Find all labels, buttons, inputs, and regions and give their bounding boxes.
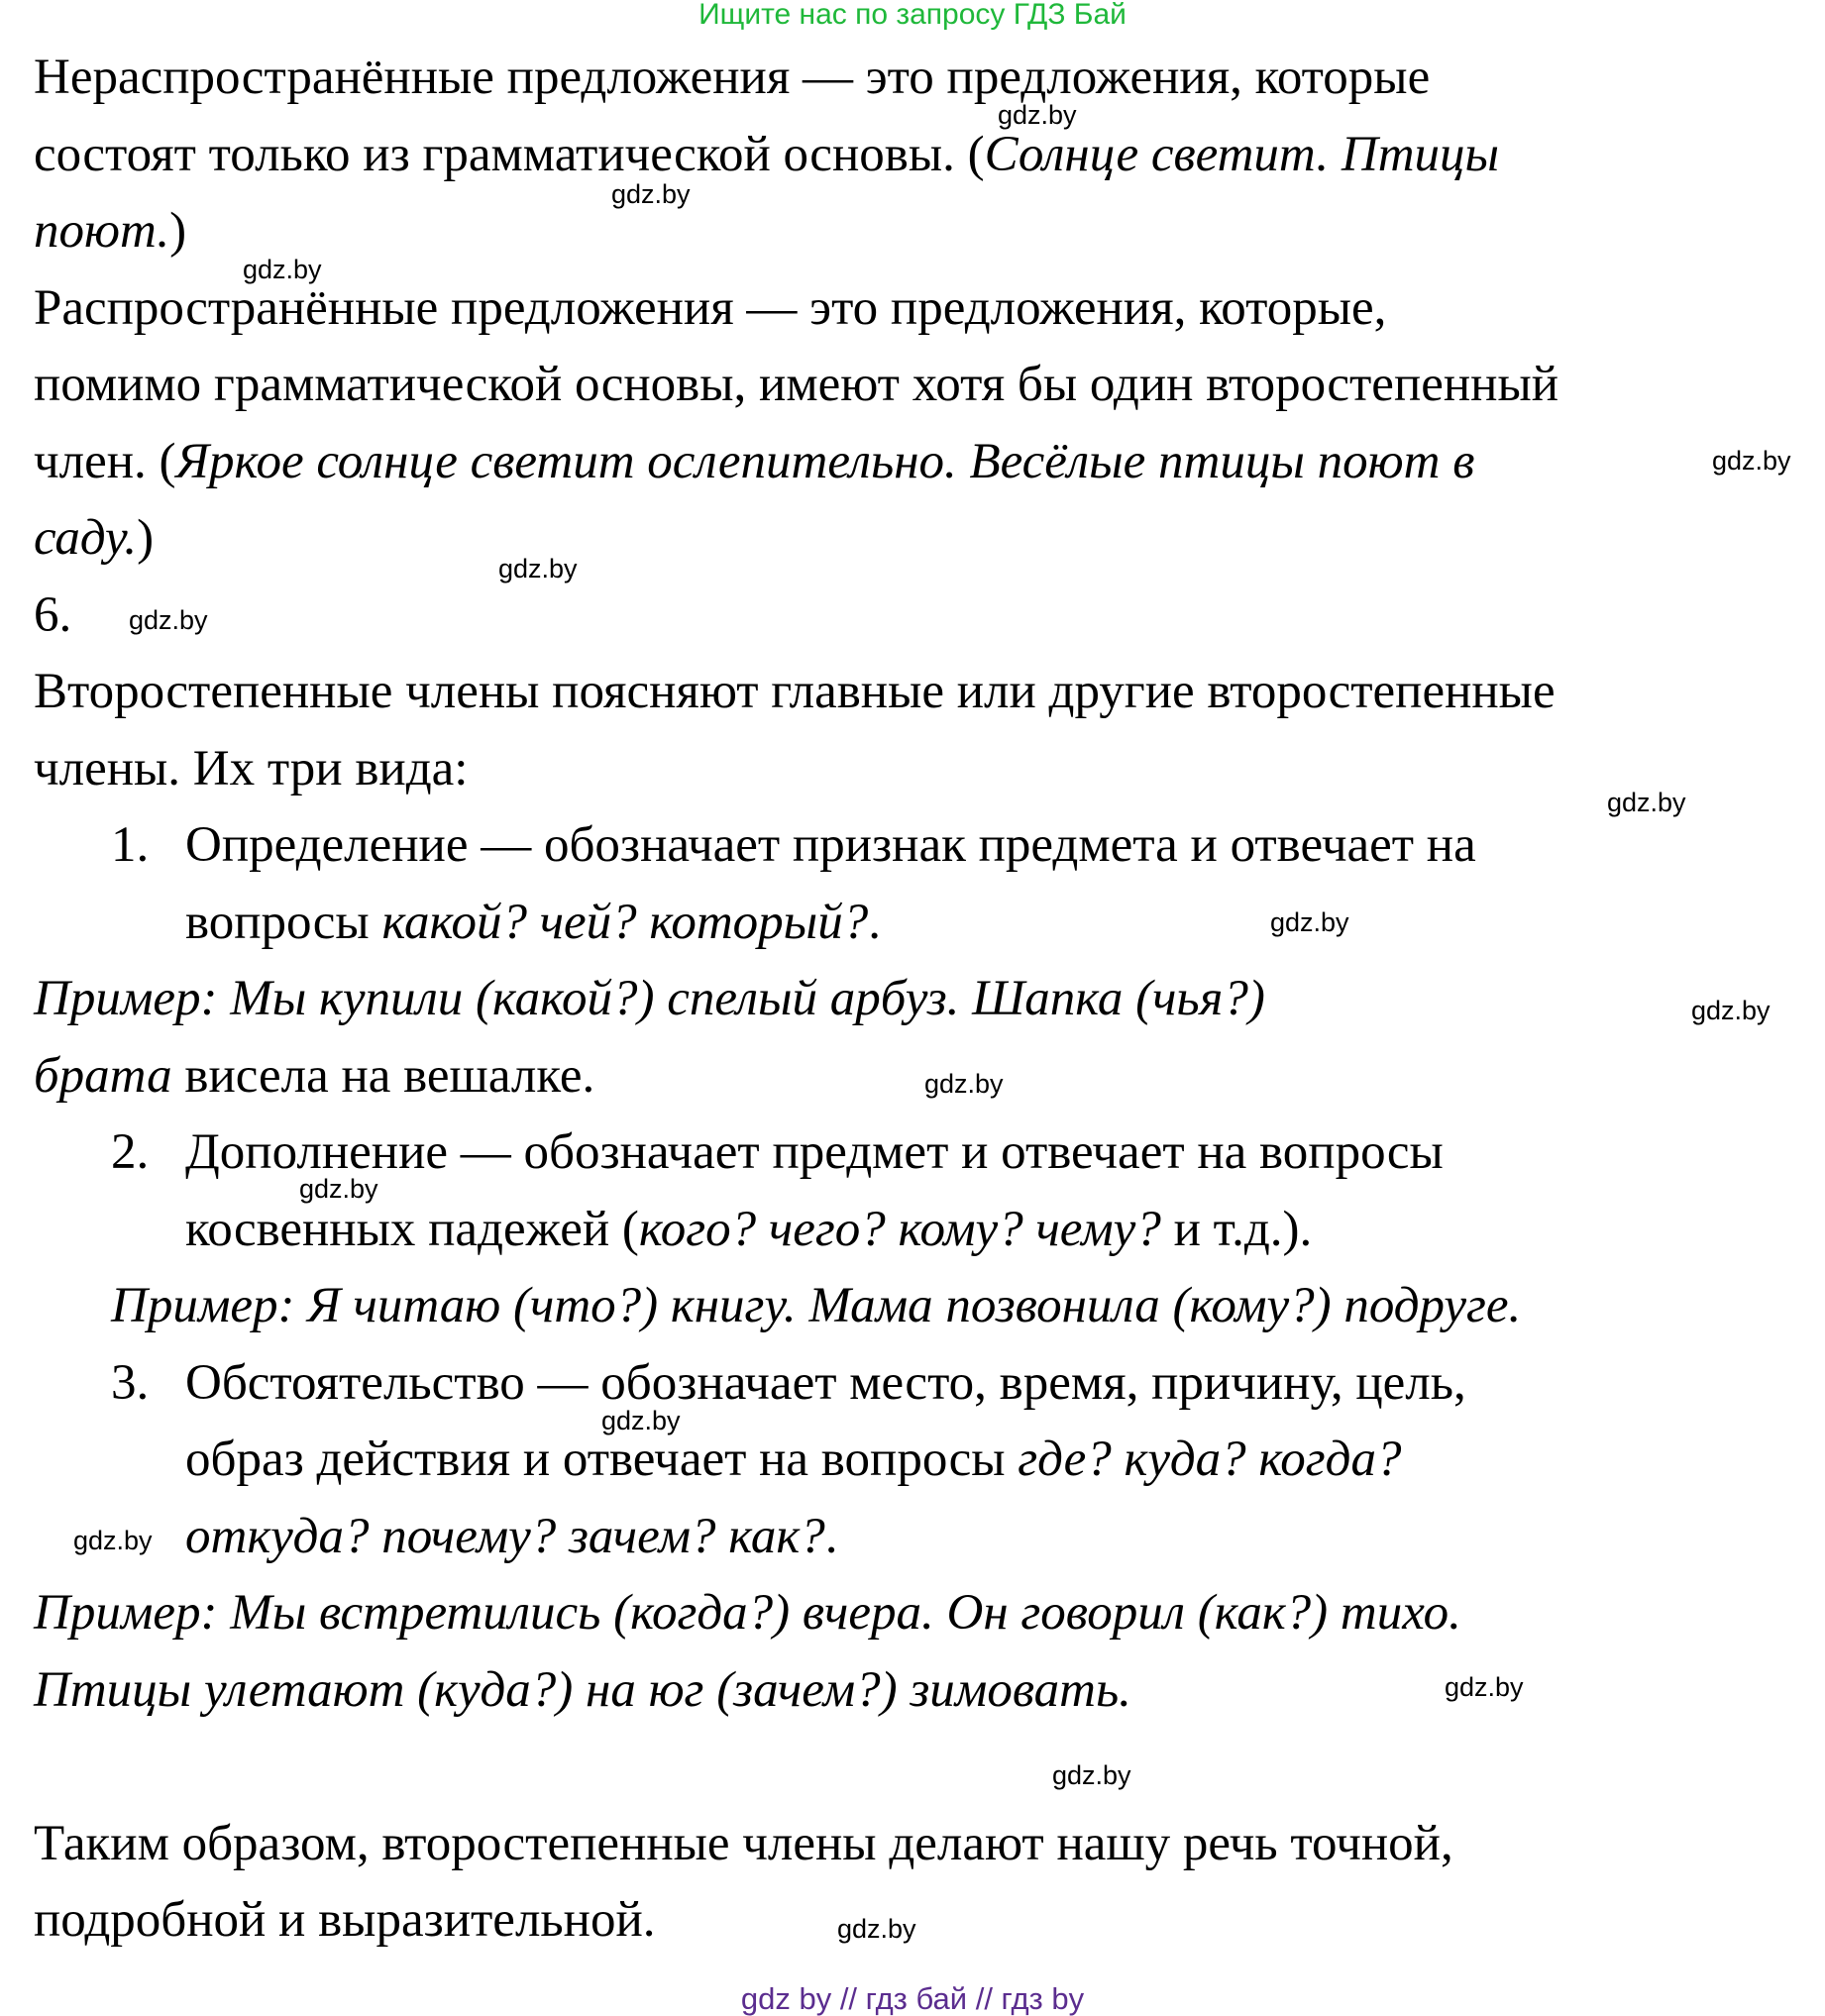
watermark: gdz.by: [243, 255, 322, 284]
list-item-line: [185, 1509, 838, 1564]
list-item-line: [185, 895, 881, 950]
top-banner-link[interactable]: Ищите нас по запросу ГДЗ Бай: [698, 0, 1127, 31]
paragraph-line: Нераспространённые предложения — это предложения, которые: [34, 50, 1431, 105]
watermark: gdz.by: [1607, 788, 1686, 817]
list-item-line: Дополнение — обозначает предмет и отвечает на вопросы: [185, 1124, 1444, 1180]
list-item-line: Обстоятельство — обозначает место, время, причину, цель,: [185, 1355, 1466, 1411]
paragraph-line: [34, 203, 187, 259]
example-line: [34, 1048, 595, 1104]
list-item-line: [185, 1202, 1313, 1257]
example-line: [34, 1662, 1131, 1718]
paragraph-line: помимо грамматической основы, имеют хотя бы один второстепенный: [34, 357, 1559, 412]
example-line: [34, 1585, 1461, 1641]
watermark: gdz.by: [299, 1174, 378, 1204]
example-italic: откуда? почему? зачем? как?: [185, 1509, 825, 1564]
text-span: образ действия и отвечает на вопросы: [185, 1432, 1019, 1487]
text-span: косвенных падежей (: [185, 1202, 639, 1257]
watermark: gdz.by: [601, 1406, 681, 1435]
example-italic: брата: [34, 1048, 172, 1104]
watermark: gdz.by: [1052, 1760, 1131, 1790]
list-number: 2.: [111, 1124, 150, 1180]
watermark: gdz.by: [1445, 1672, 1524, 1702]
paragraph-line: члены. Их три вида:: [34, 741, 469, 796]
example-italic: Пример: Я читаю (что?) книгу. Мама позвонила (кому?) подруге.: [111, 1278, 1522, 1333]
watermark: gdz.by: [1712, 446, 1791, 476]
example-italic: поют.: [34, 203, 170, 259]
text-span: .: [824, 1509, 838, 1564]
example-italic: Пример: Мы купили (какой?) спелый арбуз. Шапка (чья?): [34, 971, 1265, 1026]
paragraph-line: Второстепенные члены поясняют главные или другие второстепенные: [34, 664, 1556, 719]
list-number: 3.: [111, 1355, 150, 1411]
watermark: gdz.by: [498, 554, 578, 584]
paragraph-line: Распространённые предложения — это предложения, которые,: [34, 280, 1387, 336]
paragraph-line: [34, 510, 155, 566]
text-span: вопросы: [185, 895, 382, 950]
section-number: 6.: [34, 587, 72, 643]
example-italic: саду.: [34, 510, 138, 566]
text-span: .: [868, 895, 881, 950]
watermark: gdz.by: [73, 1526, 153, 1555]
list-item-line: Определение — обозначает признак предмета и отвечает на: [185, 817, 1476, 873]
paragraph-line: [34, 434, 1475, 489]
example-italic: Яркое солнце светит ослепительно. Весёлые птицы поют в: [175, 434, 1475, 489]
example-italic: где? куда? когда?: [1018, 1432, 1402, 1487]
watermark: gdz.by: [998, 100, 1077, 130]
example-italic: кого? чего? кому? чему?: [638, 1202, 1161, 1257]
text-span: ): [169, 203, 187, 259]
list-number: 1.: [111, 817, 150, 873]
watermark: gdz.by: [1691, 996, 1771, 1025]
watermark: gdz.by: [1270, 907, 1349, 937]
example-italic: какой? чей? который?: [381, 895, 869, 950]
paragraph-line: [34, 127, 1500, 182]
text-span: состоят только из грамматической основы. (: [34, 127, 985, 182]
example-line: [34, 971, 1265, 1026]
text-span: и т.д.).: [1160, 1202, 1313, 1257]
example-italic: Птицы улетают (куда?) на юг (зачем?) зимовать.: [34, 1662, 1131, 1718]
watermark: gdz.by: [924, 1069, 1004, 1099]
conclusion-line: подробной и выразительной.: [34, 1892, 656, 1948]
text-span: висела на вешалке.: [171, 1048, 595, 1104]
watermark: gdz.by: [611, 179, 691, 209]
text-span: член. (: [34, 434, 176, 489]
watermark: gdz.by: [129, 605, 208, 635]
example-line: [111, 1278, 1522, 1333]
text-span: ): [137, 510, 155, 566]
list-item-line: [185, 1434, 1401, 1485]
example-italic: Пример: Мы встретились (когда?) вчера. Он говорил (как?) тихо.: [34, 1585, 1461, 1641]
conclusion-line: Таким образом, второстепенные члены делают нашу речь точной,: [34, 1816, 1453, 1871]
watermark: gdz.by: [837, 1914, 916, 1944]
footer-links[interactable]: gdz by // гдз бай // гдз by: [740, 1981, 1085, 2016]
example-italic: Солнце светит. Птицы: [984, 127, 1500, 182]
